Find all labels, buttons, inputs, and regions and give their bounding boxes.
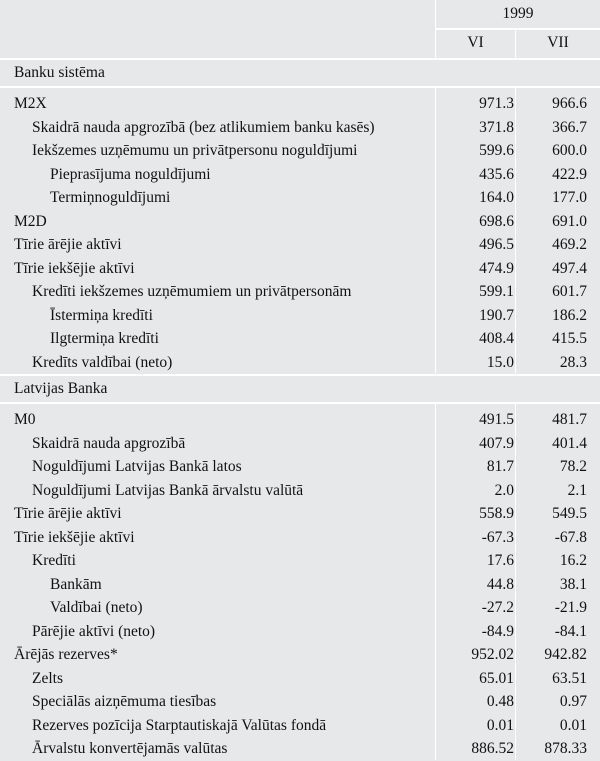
table-row [0,620,600,644]
value-vi: 599.6 [479,142,514,159]
row-label: Tīrie ārējie aktīvi [14,236,122,253]
row-label: Zelts [32,669,63,687]
row-label: Pārējie aktīvi (neto) [32,622,156,640]
table-row [0,690,600,714]
table-row [0,643,600,667]
row-label: Īstermiņa kredīti [50,306,153,324]
value-vi: 408.4 [479,330,514,347]
table-row [0,526,600,550]
value-vii: 16.2 [559,552,587,569]
table-row [0,432,600,456]
row-label: Skaidrā nauda apgrozībā [32,434,186,452]
value-vi: 81.7 [486,458,514,475]
value-vi: 0.01 [486,716,514,734]
table-row [0,667,600,691]
value-vii: 38.1 [559,575,587,593]
value-vii: -84.1 [554,622,587,640]
value-vi: 371.8 [479,118,514,136]
value-vi: 558.9 [479,505,514,522]
value-vii: 549.5 [552,505,587,522]
table-row [0,233,600,257]
table-row [0,304,600,328]
row-label: Bankām [50,575,102,593]
value-vii: 2.1 [567,481,587,499]
value-vii: 942.82 [544,646,587,663]
row-label: M0 [14,411,36,428]
value-vii: 186.2 [552,306,587,324]
value-vii: 481.7 [552,411,587,428]
value-vii: 0.97 [559,693,587,710]
row-label: Ilgtermiņa kredīti [50,330,159,347]
value-vi: 474.9 [479,259,514,277]
month-header-vii: VII [547,34,569,51]
value-vii: 691.0 [552,212,587,230]
row-label: Pieprasījuma noguldījumi [50,165,211,183]
row-label: Noguldījumi Latvijas Bankā latos [32,458,242,475]
value-vii: -67.8 [554,528,587,546]
table-row [0,92,600,116]
row-label: Kredīti iekšzemes uzņēmumiem un privātpersonām [32,283,352,300]
table-row [0,596,600,620]
value-vi: 698.6 [479,212,514,230]
value-vi: 952.02 [471,646,514,663]
table-row [0,186,600,210]
value-vi: 164.0 [479,189,514,206]
row-label: M2D [14,212,47,230]
table-row [0,351,600,375]
value-vi: 44.8 [486,575,514,593]
table-row [0,163,600,187]
value-vii: 63.51 [552,669,587,687]
value-vii: 366.7 [552,118,587,136]
value-vi: 17.6 [486,552,514,569]
row-label: Tīrie iekšējie aktīvi [14,528,135,546]
value-vii: 601.7 [552,283,587,300]
table-row [0,116,600,140]
row-label: Tīrie iekšējie aktīvi [14,259,135,277]
row-label: Kredīti [32,552,76,569]
table-row [0,210,600,234]
value-vi: 15.0 [486,353,514,371]
value-vi: 496.5 [479,236,514,253]
row-label: Kredīts valdībai (neto) [32,353,173,371]
row-label: Valdībai (neto) [50,599,143,616]
table-header [0,0,600,58]
section-title-latvijas-banka: Latvijas Banka [14,380,108,397]
value-vi: 2.0 [494,481,514,499]
value-vii: 78.2 [559,458,587,475]
table-row [0,502,600,526]
value-vii: -21.9 [554,599,587,616]
section-body-latvijas-banka [0,404,600,760]
row-label: Termiņnoguldījumi [50,189,171,206]
section-body-banku-sistema [0,88,600,374]
table-row [0,327,600,351]
table-row [0,280,600,304]
value-vii: 422.9 [552,165,587,183]
value-vi: 65.01 [479,669,514,687]
year-header: 1999 [502,5,534,22]
value-vi: 0.48 [486,693,514,710]
table-row [0,549,600,573]
value-vii: 600.0 [552,142,587,159]
value-vi: -67.3 [481,528,514,546]
row-label: Skaidrā nauda apgrozībā (bez atlikumiem banku kasēs) [32,118,375,136]
value-vi: -84.9 [481,622,514,640]
value-vii: 0.01 [559,716,587,734]
value-vii: 469.2 [552,236,587,253]
value-vii: 878.33 [544,740,587,757]
table-row [0,737,600,761]
value-vi: 886.52 [471,740,514,757]
table-row [0,455,600,479]
row-label: M2X [14,95,47,112]
table-row [0,257,600,281]
value-vii: 401.4 [552,434,587,452]
value-vi: 435.6 [479,165,514,183]
value-vii: 28.3 [559,353,587,371]
value-vi: -27.2 [481,599,514,616]
table-row [0,714,600,738]
value-vi: 971.3 [479,95,514,112]
row-label: Rezerves pozīcija Starptautiskajā Valūtas fondā [32,716,327,734]
value-vii: 497.4 [552,259,587,277]
value-vii: 966.6 [552,95,587,112]
row-label: Ārējās rezerves* [14,646,118,663]
row-label: Ārvalstu konvertējamās valūtas [32,740,228,757]
value-vi: 407.9 [479,434,514,452]
row-label: Noguldījumi Latvijas Bankā ārvalstu valūtā [32,481,304,499]
month-header-vi: VI [467,34,484,51]
value-vi: 190.7 [479,306,514,324]
row-label: Speciālās aizņēmuma tiesības [32,693,217,710]
value-vii: 177.0 [552,189,587,206]
row-label: Tīrie ārējie aktīvi [14,505,122,522]
table-row [0,408,600,432]
row-label: Iekšzemes uzņēmumu un privātpersonu noguldījumi [32,142,358,159]
value-vi: 599.1 [479,283,514,300]
value-vi: 491.5 [479,411,514,428]
table-row [0,139,600,163]
section-title-banku-sistema: Banku sistēma [14,64,105,81]
value-vii: 415.5 [552,330,587,347]
table-row [0,479,600,503]
table-row [0,573,600,597]
